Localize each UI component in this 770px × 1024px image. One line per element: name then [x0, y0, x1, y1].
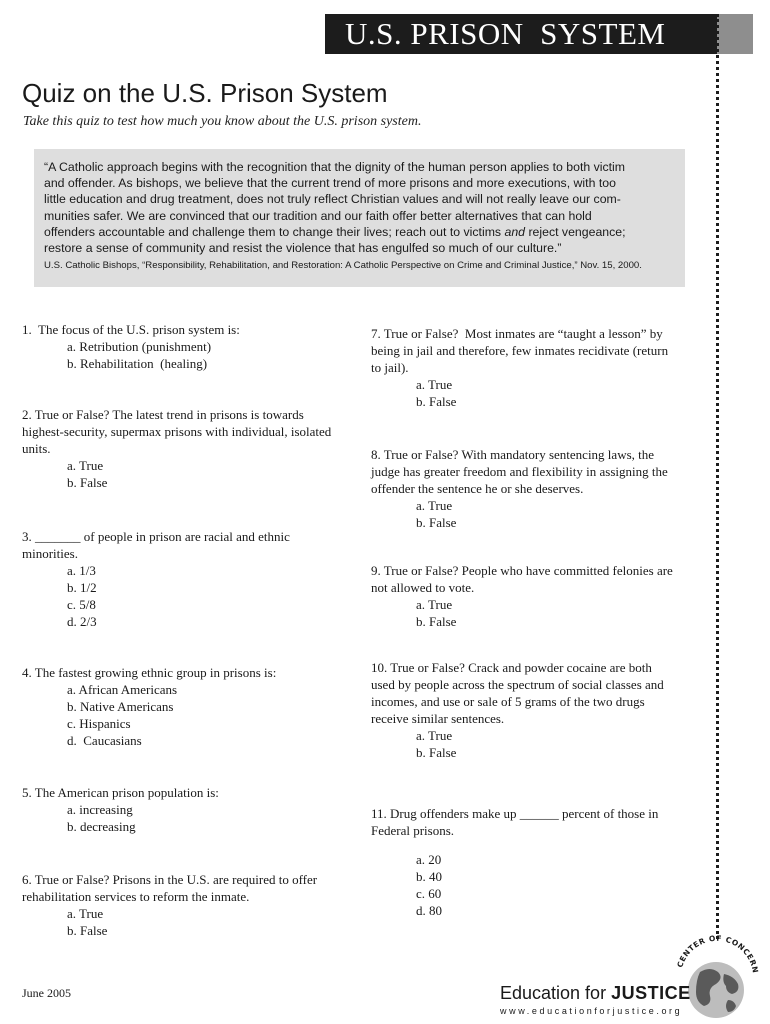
- answer-option: b. False: [67, 923, 108, 938]
- quote-line: munities safer. We are convinced that our tradition and our faith offer better alternatives that can hold: [44, 208, 592, 223]
- header-title: U.S. PRISON SYSTEM: [345, 16, 666, 51]
- question-11: [371, 805, 706, 919]
- dotted-border-line: [716, 14, 719, 939]
- answer-option: b. False: [416, 394, 457, 409]
- quote-emphasis: and: [504, 224, 526, 239]
- question-text: highest-security, supermax prisons with individual, isolated: [22, 424, 332, 439]
- question-text: being in jail and therefore, few inmates recidivate (return: [371, 343, 669, 358]
- footer-date: June 2005: [22, 986, 71, 1000]
- quote-text: [44, 159, 675, 256]
- quote-box: [34, 149, 685, 287]
- question-text: 10. True or False? Crack and powder cocaine are both: [371, 660, 652, 675]
- answer-options: [371, 497, 706, 531]
- answer-option: b. Rehabilitation (healing): [67, 356, 208, 371]
- answer-options: [371, 851, 706, 919]
- quote-line: little education and drug treatment, does not truly reflect Christian values and will not really leave our com-: [44, 192, 621, 207]
- question-9: [371, 562, 706, 630]
- answer-option: a. True: [67, 906, 104, 921]
- question-text: units.: [22, 441, 51, 456]
- question-text: 5. The American prison population is:: [22, 785, 219, 800]
- answer-option: a. 20: [416, 852, 442, 867]
- question-text: judge has greater freedom and flexibility in assigning the: [371, 464, 668, 479]
- question-text: 8. True or False? With mandatory sentencing laws, the: [371, 447, 655, 462]
- quote-line: and offender. As bishops, we believe that the current trend of more prisons and more executions, with too: [44, 176, 616, 191]
- answer-option: b. False: [416, 614, 457, 629]
- question-2: [22, 406, 352, 491]
- answer-option: b. 40: [416, 869, 442, 884]
- question-10: [371, 659, 706, 761]
- answer-options: [371, 727, 706, 761]
- question-8: [371, 446, 706, 531]
- question-text: used by people across the spectrum of social classes and: [371, 677, 664, 692]
- quote-line: restore a sense of community and resist the violence that has engulfed so much of our culture.”: [44, 241, 562, 256]
- quote-segment: offenders accountable and challenge them to change their lives; reach out to victims: [44, 224, 505, 239]
- answer-options: [22, 681, 352, 749]
- answer-option: d. 80: [416, 903, 442, 918]
- answer-option: a. True: [67, 458, 104, 473]
- question-text: 11. Drug offenders make up ______ percent of those in: [371, 806, 659, 821]
- answer-option: a. increasing: [67, 802, 133, 817]
- answer-options: [22, 905, 362, 939]
- answer-option: b. False: [416, 515, 457, 530]
- answer-options: [22, 562, 352, 630]
- answer-options: [22, 457, 352, 491]
- question-text: incomes, and use or sale of 5 grams of the two drugs: [371, 694, 645, 709]
- question-text: minorities.: [22, 546, 78, 561]
- answer-options: [371, 596, 706, 630]
- answer-option: b. False: [67, 475, 108, 490]
- question-text: 2. True or False? The latest trend in prisons is towards: [22, 407, 304, 422]
- logo-url: www.educationforjustice.org: [500, 1006, 683, 1016]
- question-text: not allowed to vote.: [371, 580, 475, 595]
- logo-prefix: Education for: [500, 983, 612, 1003]
- question-text: 1. The focus of the U.S. prison system is:: [22, 322, 240, 337]
- answer-option: d. Caucasians: [67, 733, 142, 748]
- answer-option: a. True: [416, 597, 453, 612]
- question-text: receive similar sentences.: [371, 711, 505, 726]
- question-7: [371, 325, 706, 410]
- answer-option: b. decreasing: [67, 819, 136, 834]
- question-1: [22, 321, 352, 372]
- answer-option: b. Native Americans: [67, 699, 174, 714]
- question-4: [22, 664, 352, 749]
- question-6: [22, 871, 362, 939]
- seal-text: CENTER OF CONCERN: [675, 933, 760, 974]
- page-subtitle: Take this quiz to test how much you know about the U.S. prison system.: [23, 114, 422, 129]
- question-3: [22, 528, 352, 630]
- question-text: to jail).: [371, 360, 409, 375]
- answer-options: [22, 801, 352, 835]
- header-banner: [325, 14, 717, 54]
- question-text: 4. The fastest growing ethnic group in prisons is:: [22, 665, 277, 680]
- question-text: 3. _______ of people in prison are racial and ethnic: [22, 529, 290, 544]
- answer-options: [22, 338, 352, 372]
- answer-option: a. True: [416, 498, 453, 513]
- question-text: 6. True or False? Prisons in the U.S. are required to offer: [22, 872, 318, 887]
- question-5: [22, 784, 352, 835]
- quote-citation: U.S. Catholic Bishops, “Responsibility, Rehabilitation, and Restoration: A Catholic Perspective on Crime and Criminal Justice,” Nov. 15, 2000.: [44, 260, 642, 272]
- answer-option: c. 5/8: [67, 597, 96, 612]
- quote-line: “A Catholic approach begins with the recognition that the dignity of the human person applies to both victim: [44, 160, 626, 174]
- question-text: rehabilitation services to reform the inmate.: [22, 889, 250, 904]
- logo-strong: JUSTICE: [611, 983, 691, 1003]
- page-title: Quiz on the U.S. Prison System: [22, 78, 388, 108]
- answer-option: a. True: [416, 728, 453, 743]
- answer-option: a. Retribution (punishment): [67, 339, 212, 354]
- answer-option: b. False: [416, 745, 457, 760]
- question-text: 7. True or False? Most inmates are “taught a lesson” by: [371, 326, 663, 341]
- education-for-justice-logo: [500, 983, 691, 1004]
- answer-option: c. 60: [416, 886, 442, 901]
- question-text: Federal prisons.: [371, 823, 455, 838]
- question-text: offender the sentence he or she deserves.: [371, 481, 584, 496]
- quote-segment: reject vengeance;: [525, 224, 626, 239]
- quote-line: [44, 224, 675, 240]
- answer-option: a. African Americans: [67, 682, 178, 697]
- answer-option: a. True: [416, 377, 453, 392]
- answer-option: b. 1/2: [67, 580, 97, 595]
- answer-option: a. 1/3: [67, 563, 96, 578]
- question-text: 9. True or False? People who have committed felonies are: [371, 563, 673, 578]
- answer-option: c. Hispanics: [67, 716, 131, 731]
- header-gray-block: [717, 14, 753, 54]
- answer-options: [371, 376, 706, 410]
- answer-option: d. 2/3: [67, 614, 97, 629]
